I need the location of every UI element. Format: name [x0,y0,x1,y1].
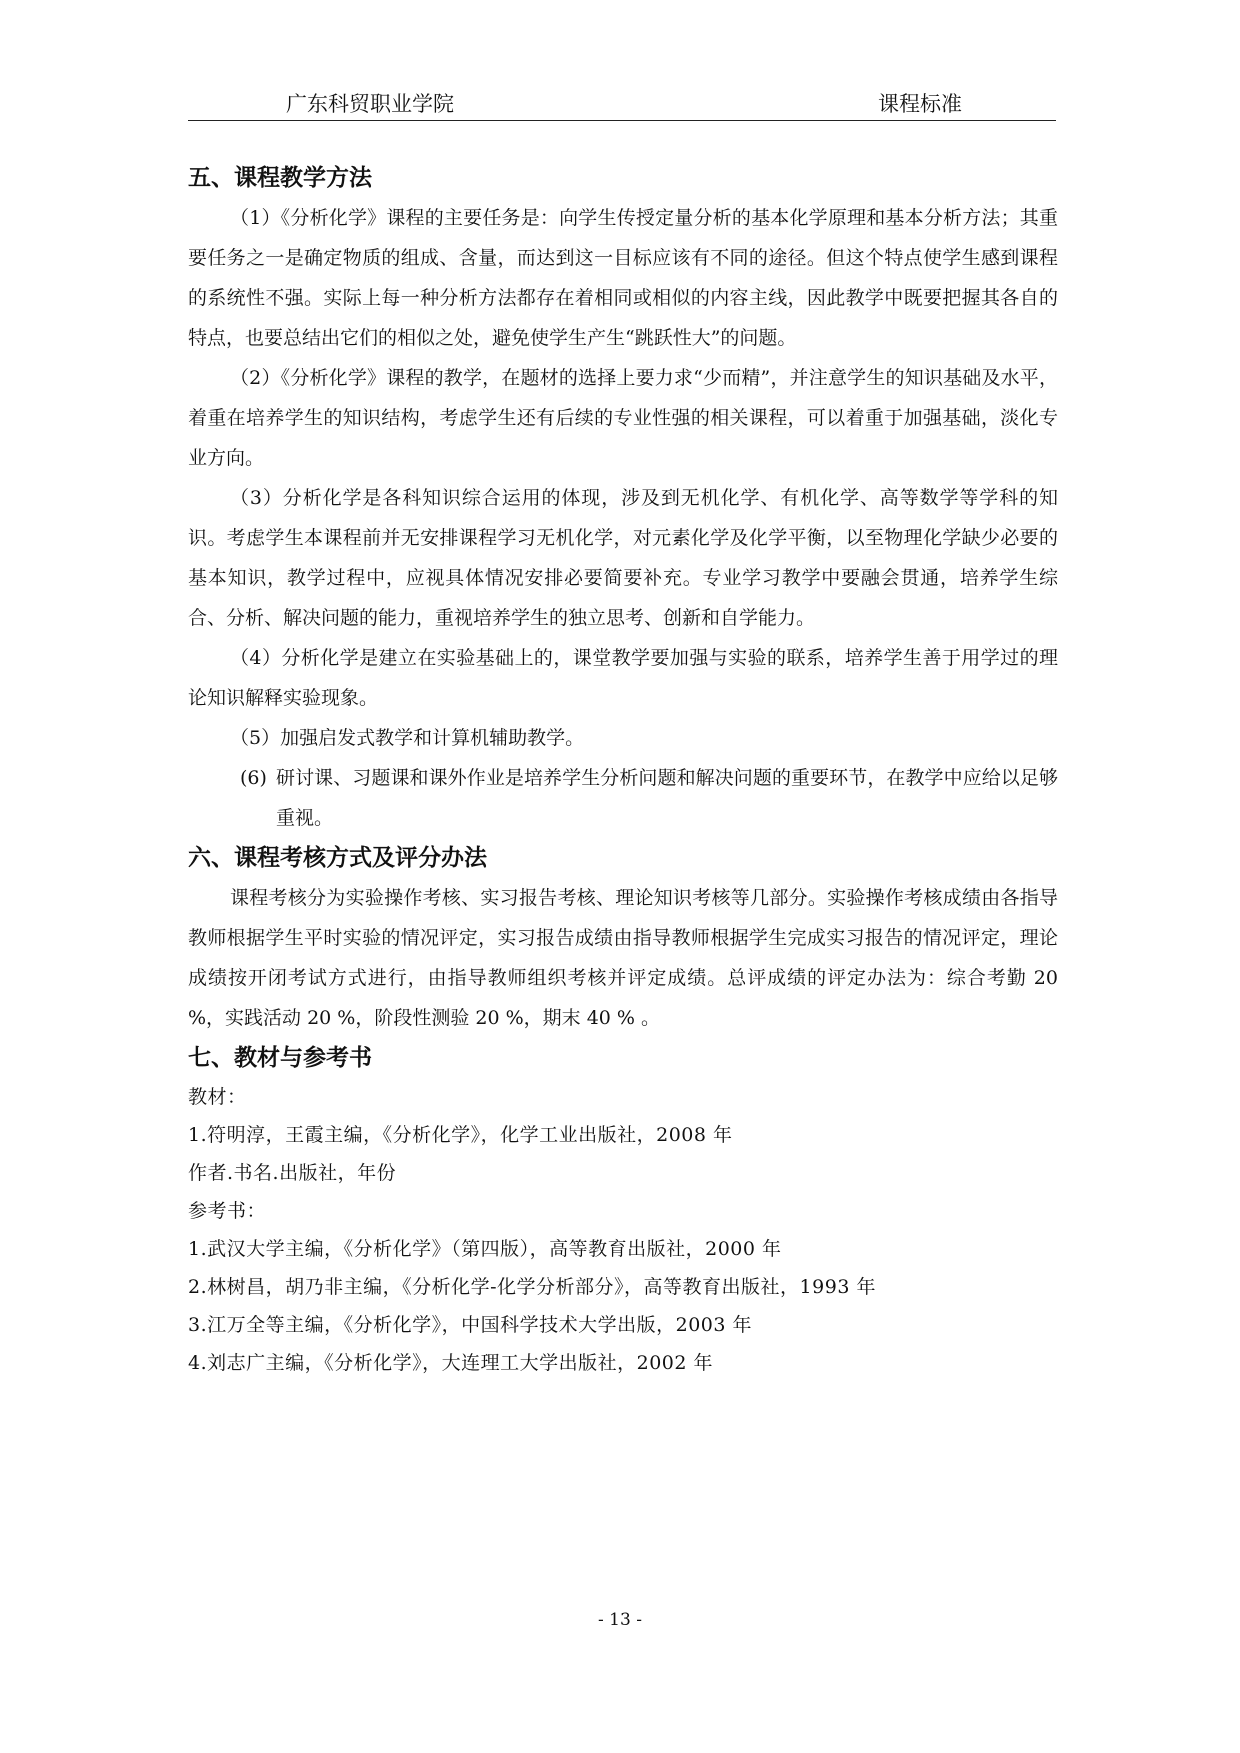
header-institution: 广东科贸职业学院 [286,92,454,116]
page-number: - 13 - [598,1610,642,1630]
textbook-format-note: 作者.书名.出版社，年份 [188,1162,397,1184]
section-5-paragraph-6 [188,758,1058,838]
section-5-paragraph-5: （5）加强启发式教学和计算机辅助教学。 [230,727,585,749]
paragraph-6-number: (6) [240,767,267,789]
textbook-label: 教材： [188,1086,247,1108]
section-5-title: 五、课程教学方法 [188,165,372,191]
section-6-title: 六、课程考核方式及评分办法 [188,845,487,871]
page-header [188,86,1056,121]
section-5-paragraph-1: （1）《分析化学》课程的主要任务是：向学生传授定量分析的基本化学原理和基本分析方法；其重要任务之一是确定物质的组成、含量，而达到这一目标应该有不同的途径。但这个特点使学生感到课程的系统性不强。实际上每一种分析方法都存在着相同或相似的内容主线，因此教学中既要把握其各自的特点，也要总结出它们的相似之处，避免使学生产生“跳跃性大”的问题。 [188,207,1058,349]
section-5-paragraph-3: （3）分析化学是各科知识综合运用的体现，涉及到无机化学、有机化学、高等数学等学科的知识。考虑学生本课程前并无安排课程学习无机化学，对元素化学及化学平衡，以至物理化学缺少必要的基本知识，教学过程中，应视具体情况安排必要简要补充。专业学习教学中要融会贯通，培养学生综合、分析、解决问题的能力，重视培养学生的独立思考、创新和自学能力。 [188,487,1058,629]
section-7-title: 七、教材与参考书 [188,1045,372,1071]
section-6-paragraph-1: 课程考核分为实验操作考核、实习报告考核、理论知识考核等几部分。实验操作考核成绩由各指导教师根据学生平时实验的情况评定，实习报告成绩由指导教师根据学生完成实习报告的情况评定，理论成绩按开闭考试方式进行，由指导教师组织考核并评定成绩。总评成绩的评定办法为：综合考勤 20 %，实践活动 20 %，阶段性测验 20 %，期末 40 % 。 [188,887,1058,1029]
reference-entry-2: 2.林树昌，胡乃非主编，《分析化学-化学分析部分》，高等教育出版社，1993 年 [188,1276,876,1298]
reference-entry-3: 3.江万全等主编，《分析化学》，中国科学技术大学出版，2003 年 [188,1314,753,1336]
reference-entry-1: 1.武汉大学主编，《分析化学》（第四版），高等教育出版社，2000 年 [188,1238,782,1260]
header-doc-type: 课程标准 [878,92,962,116]
section-5-paragraph-2: （2）《分析化学》课程的教学，在题材的选择上要力求“少而精”，并注意学生的知识基础及水平，着重在培养学生的知识结构，考虑学生还有后续的专业性强的相关课程，可以着重于加强基础，淡化专业方向。 [188,367,1058,469]
references-label: 参考书： [188,1200,267,1222]
textbook-entry-1: 1.符明淳，王霞主编，《分析化学》，化学工业出版社，2008 年 [188,1124,733,1146]
page-content [188,158,1058,1382]
paragraph-6-text: 研讨课、习题课和课外作业是培养学生分析问题和解决问题的重要环节，在教学中应给以足够重视。 [276,767,1058,829]
section-5-paragraph-4: （4）分析化学是建立在实验基础上的，课堂教学要加强与实验的联系，培养学生善于用学过的理论知识解释实验现象。 [188,647,1058,709]
reference-entry-4: 4.刘志广主编，《分析化学》，大连理工大学出版社，2002 年 [188,1352,714,1374]
